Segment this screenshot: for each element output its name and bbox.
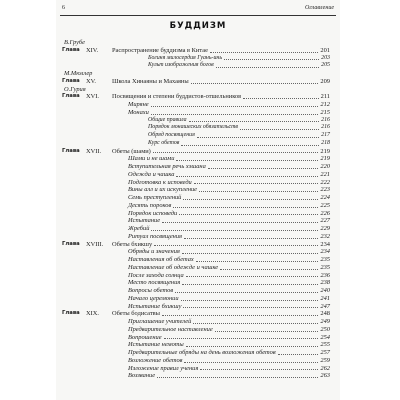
entry-body bbox=[128, 155, 330, 163]
chapter-number: XVI. bbox=[86, 93, 99, 101]
toc-entry bbox=[62, 241, 330, 249]
entry-title: Место посвящения bbox=[128, 279, 181, 287]
page-ref: 249 bbox=[320, 318, 330, 325]
dot-leader bbox=[216, 67, 320, 68]
book-page bbox=[56, 0, 340, 400]
dot-leader bbox=[153, 152, 319, 153]
toc-entry bbox=[62, 217, 330, 225]
toc-entry bbox=[62, 310, 330, 318]
entry-title: Подготовка к исповеди bbox=[128, 178, 192, 186]
toc-entry bbox=[62, 47, 330, 55]
dot-leader bbox=[154, 245, 318, 246]
entry-title: Обеты (шами) bbox=[112, 147, 151, 155]
entry-title: Богиня милосердия Гуань-инь bbox=[148, 54, 223, 61]
dot-leader bbox=[186, 346, 319, 347]
dot-leader bbox=[162, 315, 318, 316]
page-ref: 235 bbox=[320, 256, 330, 263]
toc-entry bbox=[62, 171, 330, 179]
entry-body bbox=[128, 256, 330, 264]
entry-body bbox=[128, 163, 330, 171]
entry-title: Вины алл и их искупление bbox=[128, 186, 198, 194]
toc-author: В.Грубе bbox=[64, 39, 85, 46]
entry-body bbox=[128, 318, 330, 326]
dot-leader bbox=[220, 269, 318, 270]
page-ref: 203 bbox=[321, 54, 330, 61]
entry-title: Шами и не шами bbox=[128, 155, 175, 163]
entry-title: Миряне bbox=[128, 101, 149, 108]
entry-title: Десять пороков bbox=[128, 201, 172, 209]
entry-title: Распространение буддизма в Китае bbox=[112, 46, 208, 54]
dot-leader bbox=[193, 323, 318, 324]
chapter-label: Глава bbox=[62, 147, 80, 154]
page-ref: 223 bbox=[320, 186, 330, 194]
chapter-label: Глава bbox=[62, 240, 80, 247]
chapter-label: Глава bbox=[62, 46, 80, 53]
toc-entry bbox=[62, 148, 330, 156]
page-ref: 211 bbox=[320, 93, 330, 101]
toc-entry bbox=[62, 225, 330, 233]
entry-title: Обряд посвящения bbox=[148, 132, 195, 138]
entry-body bbox=[128, 210, 330, 218]
entry-body bbox=[148, 124, 330, 132]
entry-body bbox=[148, 132, 330, 140]
page-ref: 217 bbox=[321, 132, 330, 138]
entry-body bbox=[128, 248, 330, 256]
dot-leader bbox=[151, 230, 318, 231]
chapter-number: XVIII. bbox=[86, 240, 104, 248]
toc-entry bbox=[62, 365, 330, 373]
toc-entry bbox=[62, 93, 330, 101]
page-ref: 219 bbox=[320, 147, 330, 155]
page-ref: 209 bbox=[320, 77, 330, 85]
dot-leader bbox=[157, 377, 318, 378]
toc-entry bbox=[62, 155, 330, 163]
dot-leader bbox=[189, 121, 320, 122]
dot-leader bbox=[181, 300, 319, 301]
page-ref: 241 bbox=[320, 294, 330, 302]
toc-entry bbox=[62, 264, 330, 272]
entry-title: Вопросы обетов bbox=[128, 287, 174, 294]
entry-title: Культ изображения богов bbox=[148, 62, 214, 69]
entry-title: Предварительные обряды на день возложения обетов bbox=[128, 349, 276, 356]
toc-entry bbox=[62, 210, 330, 218]
entry-body bbox=[112, 93, 330, 101]
chapter-number: XIX. bbox=[86, 310, 99, 318]
entry-title: Жребий bbox=[128, 225, 150, 232]
dot-leader bbox=[176, 160, 318, 161]
page-ref: 218 bbox=[321, 139, 330, 146]
dot-leader bbox=[194, 183, 319, 184]
entry-title: Курс обетов bbox=[148, 139, 180, 146]
entry-title: Воззвание bbox=[128, 372, 156, 380]
page-ref: 250 bbox=[320, 325, 330, 333]
entry-body bbox=[128, 101, 330, 109]
entry-body bbox=[128, 225, 330, 233]
toc-entry bbox=[62, 101, 330, 109]
entry-body bbox=[112, 310, 330, 318]
dot-leader bbox=[224, 59, 319, 60]
entry-title: Приглашение учителей bbox=[128, 318, 192, 325]
dot-leader bbox=[179, 214, 318, 215]
dot-leader bbox=[182, 284, 318, 285]
toc-author: М.Мюллер bbox=[64, 70, 93, 77]
toc-entry bbox=[62, 179, 330, 187]
dot-leader bbox=[151, 114, 319, 115]
entry-body bbox=[148, 140, 330, 148]
entry-title: Одежда и чашка bbox=[128, 170, 175, 178]
entry-body bbox=[128, 295, 330, 303]
toc-entry bbox=[62, 279, 330, 287]
entry-title: Вопрошение bbox=[128, 333, 162, 341]
toc-entry bbox=[62, 287, 330, 295]
dot-leader bbox=[183, 307, 318, 308]
entry-body bbox=[128, 357, 330, 365]
toc-entry bbox=[62, 318, 330, 326]
entry-body bbox=[112, 78, 330, 86]
entry-body bbox=[128, 171, 330, 179]
page-ref: 220 bbox=[320, 163, 330, 170]
page-ref: 257 bbox=[320, 349, 330, 356]
dot-leader bbox=[199, 191, 318, 192]
page-ref: 263 bbox=[320, 372, 330, 380]
toc-entry bbox=[62, 326, 330, 334]
page-ref: 221 bbox=[320, 170, 330, 178]
entry-title: Порядок исповеди bbox=[128, 209, 178, 217]
toc-entry bbox=[62, 272, 330, 280]
page-ref: 262 bbox=[320, 364, 330, 372]
dot-leader bbox=[184, 238, 318, 239]
entry-title: Посвящения и степени буддистов-отшельников bbox=[112, 93, 242, 101]
entry-body bbox=[112, 148, 330, 156]
entry-title: После захода солнца bbox=[128, 271, 184, 279]
page-ref: 226 bbox=[320, 209, 330, 217]
entry-title: Обряды и значения bbox=[128, 248, 180, 256]
entry-title: Предварительное наставление bbox=[128, 325, 213, 333]
page-ref: 212 bbox=[320, 101, 330, 108]
chapter-label: Глава bbox=[62, 310, 80, 317]
page-ref: 254 bbox=[320, 333, 330, 341]
entry-body bbox=[128, 303, 330, 311]
dot-leader bbox=[175, 292, 318, 293]
entry-body bbox=[128, 186, 330, 194]
toc-entry bbox=[62, 248, 330, 256]
entry-body bbox=[128, 365, 330, 373]
entry-body bbox=[128, 233, 330, 241]
entry-title: Вступительная речь хэшана bbox=[128, 163, 206, 170]
dot-leader bbox=[184, 362, 318, 363]
toc-entry bbox=[62, 163, 330, 171]
entry-body bbox=[128, 202, 330, 210]
page-ref: 259 bbox=[320, 356, 330, 364]
table-of-contents bbox=[62, 39, 330, 380]
toc-entry bbox=[62, 124, 330, 132]
page-ref: 205 bbox=[321, 62, 330, 69]
entry-title: Испытание бхикшу bbox=[128, 302, 182, 310]
page-ref: 236 bbox=[320, 271, 330, 279]
page-ref: 219 bbox=[320, 155, 330, 163]
page-ref: 215 bbox=[320, 108, 330, 116]
entry-title: Общие правила bbox=[148, 116, 187, 123]
entry-body bbox=[128, 372, 330, 380]
entry-title: Семь преступлений bbox=[128, 194, 182, 201]
page-ref: 238 bbox=[320, 279, 330, 287]
chapter-number: XV. bbox=[86, 77, 97, 85]
toc-entry bbox=[62, 349, 330, 357]
dot-leader bbox=[173, 207, 318, 208]
entry-body bbox=[128, 334, 330, 342]
entry-title: Обеты бхикшу bbox=[112, 240, 153, 248]
dot-leader bbox=[162, 222, 318, 223]
page-ref: 235 bbox=[320, 263, 330, 271]
entry-title: Порядок монашеских обязательств bbox=[148, 124, 238, 131]
section-title: БУДДИЗМ bbox=[169, 21, 227, 31]
toc-entry bbox=[62, 140, 330, 148]
toc-entry bbox=[62, 233, 330, 241]
page-ref: 232 bbox=[320, 232, 330, 240]
toc-entry bbox=[62, 341, 330, 349]
toc-entry bbox=[62, 303, 330, 311]
toc-entry bbox=[62, 62, 330, 70]
page-ref: 247 bbox=[320, 302, 330, 310]
page-ref: 222 bbox=[320, 178, 330, 186]
toc-entry bbox=[62, 256, 330, 264]
dot-leader bbox=[278, 354, 319, 355]
entry-body bbox=[128, 349, 330, 357]
entry-title: Школа Хинаяны и Махаяны bbox=[112, 77, 189, 85]
page-ref: 229 bbox=[320, 225, 330, 232]
toc-entry bbox=[62, 334, 330, 342]
dot-leader bbox=[151, 106, 319, 107]
entry-title: Ритуал посвящения bbox=[128, 232, 183, 240]
entry-body bbox=[128, 109, 330, 117]
toc-author: О.Гурия bbox=[64, 85, 86, 93]
chapter-number: XIV. bbox=[86, 46, 99, 54]
dot-leader bbox=[200, 369, 318, 370]
entry-body bbox=[128, 217, 330, 225]
dot-leader bbox=[183, 199, 318, 200]
toc-entry bbox=[62, 357, 330, 365]
entry-body bbox=[112, 241, 330, 249]
page-number: 6 bbox=[62, 5, 65, 11]
entry-title: Наставление об одежде и чашке bbox=[128, 263, 219, 271]
dot-leader bbox=[196, 261, 319, 262]
dot-leader bbox=[197, 137, 319, 138]
chapter-number: XVII. bbox=[86, 147, 102, 155]
entry-body bbox=[128, 341, 330, 349]
entry-body bbox=[128, 279, 330, 287]
page-ref: 240 bbox=[320, 287, 330, 294]
entry-body bbox=[148, 62, 330, 70]
entry-title: Возложение обетов bbox=[128, 356, 183, 364]
entry-title: Наставления об обетах bbox=[128, 256, 194, 263]
dot-leader bbox=[240, 129, 319, 130]
dot-leader bbox=[243, 98, 318, 99]
page-ref: 216 bbox=[321, 124, 330, 131]
dot-leader bbox=[164, 338, 319, 339]
dot-leader bbox=[208, 168, 319, 169]
toc-entry bbox=[62, 372, 330, 380]
dot-leader bbox=[215, 331, 319, 332]
entry-title: Монахи bbox=[128, 108, 149, 116]
entry-body bbox=[128, 264, 330, 272]
toc-entry bbox=[62, 186, 330, 194]
toc-entry bbox=[62, 109, 330, 117]
entry-title: Испытание немоты bbox=[128, 341, 184, 349]
entry-title: Обеты бодисатвы bbox=[112, 310, 160, 318]
entry-body bbox=[128, 326, 330, 334]
running-title: Оглавление bbox=[305, 5, 334, 11]
dot-leader bbox=[186, 276, 319, 277]
page-ref: 234 bbox=[320, 248, 330, 256]
dot-leader bbox=[181, 145, 319, 146]
toc-entry bbox=[62, 78, 330, 86]
dot-leader bbox=[210, 52, 319, 53]
page-ref: 225 bbox=[320, 201, 330, 209]
chapter-label: Глава bbox=[62, 93, 80, 100]
page-ref: 227 bbox=[320, 217, 330, 225]
page-ref: 248 bbox=[320, 310, 330, 318]
entry-title: Испытание bbox=[128, 217, 161, 225]
toc-entry bbox=[62, 194, 330, 202]
toc-entry bbox=[62, 202, 330, 210]
page-ref: 224 bbox=[320, 194, 330, 201]
page-ref: 234 bbox=[320, 240, 330, 248]
chapter-label: Глава bbox=[62, 77, 80, 84]
page-ref: 201 bbox=[320, 46, 330, 54]
dot-leader bbox=[191, 83, 319, 84]
entry-title: Начало церемонии bbox=[128, 294, 179, 302]
toc-entry bbox=[62, 295, 330, 303]
dot-leader bbox=[182, 253, 319, 254]
entry-body bbox=[128, 272, 330, 280]
header-rule bbox=[60, 15, 336, 16]
toc-entry bbox=[62, 132, 330, 140]
entry-body bbox=[112, 47, 330, 55]
entry-body bbox=[128, 179, 330, 187]
entry-body bbox=[128, 194, 330, 202]
entry-title: Изложение правил учения bbox=[128, 364, 199, 372]
page-ref: 216 bbox=[321, 116, 330, 123]
dot-leader bbox=[176, 176, 318, 177]
page-ref: 255 bbox=[320, 341, 330, 349]
page-header bbox=[62, 5, 334, 14]
entry-body bbox=[128, 287, 330, 295]
